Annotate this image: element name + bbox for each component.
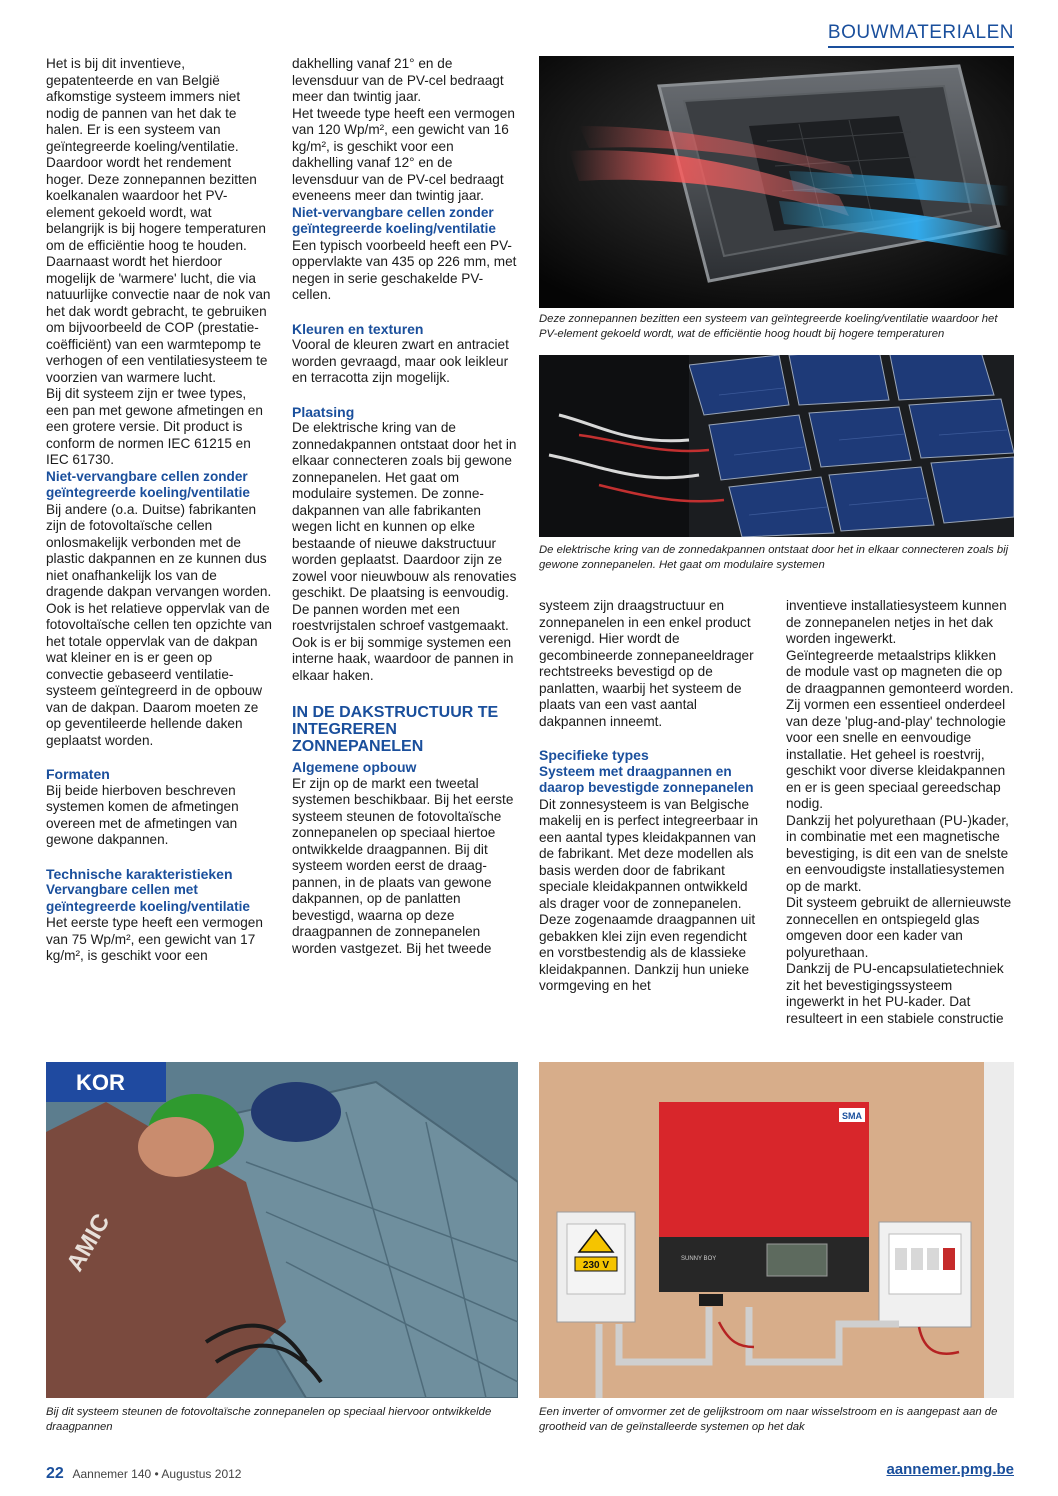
- banner-text: KOR: [76, 1070, 125, 1095]
- text-column-2: [292, 56, 518, 957]
- heading-algemene-opbouw: Algemene opbouw: [292, 759, 417, 775]
- subheading: Vervangbare cellen met geïntegreerde koeling/ventilatie: [46, 882, 250, 914]
- brand-logo: SMA: [842, 1111, 862, 1121]
- voltage-label: 230 V: [582, 1260, 610, 1271]
- heading-specifieke-types: Specifieke types: [539, 747, 649, 763]
- paragraph: Bij andere (o.a. Duitse) fabrikanten zijn de fotovoltaïsche cellen onlosmakelijk verbonden met de plastic dakpannen en ze kunnen dus niet onafhankelijk los van de dragende dakpan vervangen worden.: [46, 501, 272, 599]
- paragraph: Het eerste type heeft een vermogen van 75 Wp/m², een gewicht van 17 kg/m², is geschikt voor een: [46, 915, 263, 963]
- paragraph: Bij beide hierboven beschreven systemen komen de afmetingen overeen met de afmetingen van gewone dakpannen.: [46, 782, 239, 847]
- paragraph: systeem zijn draagstructuur en zonnepanelen in een enkel product verenigd. Hier wordt de gecombineerde zonnepaneeldrager rechtstreeks bevestigd op de panlatten, waarbij het systeem de plaats van een vast aantal dakpannen inneemt.: [539, 598, 754, 729]
- paragraph: Deze zogenaamde draagpannen uit gebakken klei zijn even regendicht en vorstbestendig als de klassieke kleidakpannen. Dankzij hun unieke vormgeving en het: [539, 912, 756, 993]
- caption: De elektrische kring van de zonnedakpannen ontstaat door het in elkaar connecteren zoals bij gewone zonnepanelen. Het gaat om modulaire systemen: [539, 544, 1009, 571]
- page-number: 22: [46, 1465, 64, 1482]
- paragraph: Dit systeem gebruikt de allernieuwste zonnecellen en ontspiegeld glas omgeven door een kader van polyurethaan.: [786, 895, 1012, 960]
- subheading: Systeem met draagpannen en daarop bevestigde zonnepanelen: [539, 763, 754, 795]
- text-column-1: [46, 56, 272, 965]
- caption: Deze zonnepannen bezitten een systeem van geïntegreerde koeling/ventilatie waardoor het PV-element gekoeld wordt, wat de efficiëntie hoog houdt bij hogere temperaturen: [539, 313, 998, 340]
- paragraph: Ook is het relatieve oppervlak van de fotovoltaïsche cellen ten opzichte van het totale oppervlak van de dakpan wat kleiner en is er geen op convectie gebaseerd ventilatie-systeem geïntegreerd in de opbouw van de dakpan. Daarom moeten ze op geventileerde hellende daken geplaatst worden.: [46, 600, 272, 748]
- text-column-4: [786, 598, 1014, 1027]
- paragraph: Geïntegreerde metaalstrips klikken de module vast op magneten die op de draagpannen gemonteerd worden. Zij vormen een essentieel onderdeel van deze 'plug-and-play' technologie voor een snelle en eenvoudige installatie. Het geheel is roestvrij, geschikt voor diverse kleidakpannen en er is geen speciaal gereedschap nodig.: [786, 647, 1014, 811]
- photo-roofer-installing-panels: [46, 1062, 518, 1398]
- paragraph: dakhelling vanaf 21° en de levensduur van de PV-cel bedraagt meer dan twintig jaar.: [292, 56, 504, 104]
- heading-plaatsing: Plaatsing: [292, 403, 355, 420]
- subheading: Niet-vervangbare cellen zonder geïntegreerde koeling/ventilatie: [292, 204, 496, 236]
- issue-info: Aannemer 140 • Augustus 2012: [72, 1467, 242, 1481]
- heading-technische-karakteristieken: Technische karakteristieken: [46, 865, 233, 882]
- paragraph: Vooral de kleuren zwart en antraciet worden gevraagd, maar ook leikleur en terracotta zijn mogelijk.: [292, 337, 509, 385]
- subheading: Niet-vervangbare cellen zonder geïntegreerde koeling/ventilatie: [46, 468, 250, 500]
- model-label: SUNNY BOY: [681, 1256, 717, 1262]
- paragraph: Een typisch voorbeeld heeft een PV-oppervlakte van 435 op 226 mm, met negen in serie geschakelde PV-cellen.: [292, 237, 517, 302]
- heading-formaten: Formaten: [46, 766, 110, 782]
- paragraph: De elektrische kring van de zonnedakpannen ontstaat door het in elkaar connecteren zoals bij gewone zonnepanelen. Het gaat om modulaire systemen. De zonne-dakpannen van alle fabrikanten wegen licht en kunnen op elke bestaande of nieuwe dakstructuur worden geplaatst. Daardoor zijn ze zowel voor nieuwbouw als renovaties geschikt. De plaatsing is eenvoudig. De pannen worden met een roestvrijstalen schroef vastgemaakt. Ook is er bij sommige systemen een interne haak, waardoor de pannen in elkaar haken.: [292, 420, 517, 683]
- section-title: BOUWMATERIALEN: [828, 22, 1014, 48]
- photo-cooled-roof-tile: [539, 56, 1014, 308]
- heading-kleuren: Kleuren en texturen: [292, 320, 424, 337]
- jacket-text: AMIC: [61, 1209, 116, 1276]
- caption: Een inverter of omvormer zet de gelijkstroom om naar wisselstroom en is aangepast aan de grootheid van de geïnstalleerde systemen op het dak: [539, 1406, 998, 1433]
- text-column-3: [539, 598, 765, 995]
- paragraph: Het is bij dit inventieve, gepatenteerde en van België afkomstige systeem immers niet nodig de pannen van het dak te halen. Er is een systeem van geïntegreerde koeling/ventilatie. Daardoor wordt het rendement hoger. Deze zonnepannen bezitten koelkanalen waardoor het PV-element gekoeld wordt, wat belangrijk is bij hogere temperaturen om de efficiëntie hoog te houden. Daarnaast wordt het hierdoor mogelijk de 'warmere' lucht, die via natuurlijke convectie naar de nok van het dak wordt gebracht, te gebruiken om bijvoorbeeld de COP (prestatie-coëfficiënt) van een warmtepomp te verhogen of een ventilatiesysteem te voorzien van warmere lucht.: [46, 56, 271, 385]
- paragraph: Dit zonnesysteem is van Belgische makelij en is perfect integreerbaar in een aantal types kleidakpannen van de fabrikant. Met deze modellen als basis werden door de fabrikant speciale kleidakpannen ontwikkeld als drager voor de zonnepanelen.: [539, 796, 759, 911]
- paragraph: Het tweede type heeft een vermogen van 120 Wp/m², een gewicht van 16 kg/m², is geschikt voor een dakhelling vanaf 12° en de levensduur van de PV-cel bedraagt eveneens meer dan twintig jaar.: [292, 105, 515, 203]
- paragraph: Er zijn op de markt een tweetal systemen beschikbaar. Bij het eerste systeem steunen de fotovoltaïsche zonnepanelen op speciaal hiertoe ontwikkelde draagpannen. Bij dit systeem worden eerst de draag-pannen, in de plaats van gewone dakpannen, op de panlatten bevestigd, waarna op deze draagpannen de zonnepanelen worden vastgezet. Bij het tweede: [292, 775, 514, 956]
- photo-solar-roof-tiles: [539, 355, 1014, 537]
- photo-inverter: [539, 1062, 1014, 1398]
- paragraph: Dankzij de PU-encapsulatietechniek zit het bevestigingssysteem ingewerkt in het PU-kader. Dat resulteert in een stabiele constructie: [786, 961, 1004, 1026]
- paragraph: inventieve installatiesysteem kunnen de zonnepanelen netjes in het dak worden ingewerkt.: [786, 598, 1007, 646]
- paragraph: Bij dit systeem zijn er twee types, een pan met gewone afmetingen en een grotere versie. Dit product is conform de normen IEC 61215 en IEC 61730.: [46, 386, 263, 467]
- caption: Bij dit systeem steunen de fotovoltaïsche zonnepanelen op speciaal hiervoor ontwikkelde draagpannen: [46, 1406, 492, 1433]
- page-footer: [46, 1465, 241, 1483]
- section-heading: IN DE DAKSTRUCTUUR TE INTEGREREN ZONNEPANELEN: [292, 704, 499, 755]
- paragraph: Dankzij het polyurethaan (PU-)kader, in combinatie met een magnetische bevestiging, is dit een van de snelste en eenvoudigste installatiesystemen op de markt.: [786, 812, 1009, 894]
- website-link[interactable]: aannemer.pmg.be: [886, 1461, 1014, 1478]
